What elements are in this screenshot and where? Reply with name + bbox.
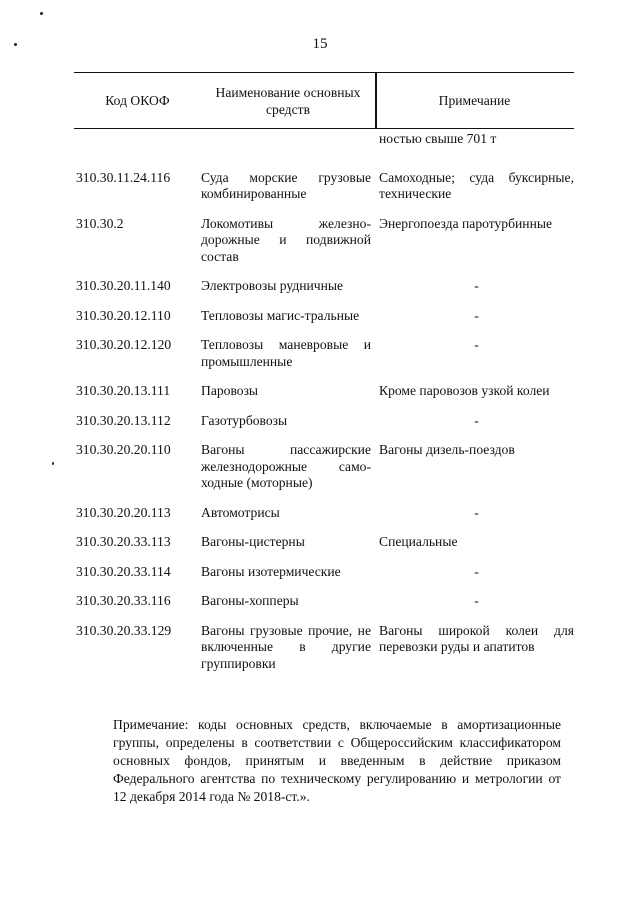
- scan-speck: [52, 462, 54, 465]
- header-note: Примечание: [375, 73, 574, 129]
- cell-code: 310.30.20.33.114: [76, 563, 171, 579]
- cell-note: Энергопоезда паротурбинные: [379, 215, 553, 231]
- cell-name: Вагоны пассажирские железнодорожные само-ходные (моторные): [201, 442, 371, 490]
- cell-code: 310.30.20.33.113: [76, 534, 171, 549]
- cell-code: 310.30.20.20.113: [76, 504, 171, 520]
- cell-name: Вагоны изотермические: [201, 563, 341, 579]
- table-row: [74, 308, 574, 338]
- cell-code: [74, 129, 201, 158]
- cell-note: -: [474, 412, 479, 428]
- table-row: [74, 623, 574, 686]
- table-header-row: [74, 73, 574, 129]
- okof-table: [74, 72, 574, 685]
- cell-name: Вагоны-хопперы: [201, 593, 299, 608]
- cell-note: -: [474, 337, 479, 352]
- cell-code: 310.30.11.24.116: [76, 169, 171, 185]
- table-row: [74, 442, 574, 505]
- cell-note: -: [474, 593, 479, 608]
- column-divider: [375, 72, 377, 128]
- cell-code: 310.30.20.33.129: [76, 622, 172, 638]
- cell-name: Электровозы рудничные: [201, 278, 344, 293]
- cell-code: 310.30.2: [76, 215, 124, 231]
- cell-note: -: [474, 307, 479, 323]
- cell-code: 310.30.20.13.112: [76, 412, 171, 428]
- table-row: [74, 413, 574, 443]
- cell-name: Вагоны-цистерны: [201, 534, 305, 549]
- table-row: [74, 158, 574, 216]
- cell-code: 310.30.20.12.110: [76, 307, 171, 323]
- footnote: [73, 716, 561, 806]
- cell-name: Тепловозы магис-тральные: [201, 307, 360, 323]
- cell-name: Тепловозы маневровые и промышленные: [201, 337, 371, 369]
- scan-speck: [14, 43, 17, 46]
- page-number: 15: [312, 36, 328, 52]
- cell-name: Автомотрисы: [201, 504, 280, 520]
- header-name: Наименование основных средств: [201, 73, 375, 129]
- cell-note: Вагоны широкой колеи для перевозки руды и апатитов: [379, 622, 574, 654]
- table-row: [74, 337, 574, 383]
- table-row: [74, 564, 574, 594]
- scan-speck: [40, 12, 43, 15]
- table-row: [74, 505, 574, 535]
- okof-table-wrapper: [74, 72, 574, 685]
- cell-note: -: [474, 563, 479, 579]
- cell-name: [201, 129, 375, 158]
- table-row: [74, 216, 574, 279]
- table-row: [74, 593, 574, 623]
- cell-name: Вагоны грузовые прочие, не включенные в другие группировки: [201, 622, 371, 671]
- cell-name: Паровозы: [201, 383, 259, 398]
- cell-note: ностью свыше 701 т: [379, 131, 497, 146]
- cell-note: Вагоны дизель-поездов: [379, 442, 515, 457]
- cell-note: -: [474, 504, 479, 520]
- cell-code: 310.30.20.11.140: [76, 278, 171, 293]
- cell-note: Специальные: [379, 534, 458, 549]
- cell-name: Газотурбовозы: [201, 412, 288, 428]
- cell-code: 310.30.20.20.110: [76, 442, 171, 457]
- cell-name: Суда морские грузовые комбинированные: [201, 169, 371, 201]
- table-row: [74, 383, 574, 413]
- table-row-continuation: [74, 129, 574, 158]
- cell-note: Самоходные; суда буксирные, технические: [379, 169, 574, 201]
- table-row: [74, 534, 574, 564]
- cell-note: Кроме паровозов узкой колеи: [379, 383, 550, 398]
- header-code: Код ОКОФ: [74, 73, 201, 129]
- cell-code: 310.30.20.33.116: [76, 593, 171, 608]
- cell-code: 310.30.20.13.111: [76, 383, 171, 398]
- cell-name: Локомотивы железно-дорожные и подвижной состав: [201, 215, 371, 264]
- footnote-text: Примечание: коды основных средств, включаемые в амортизационные группы, определены в соответствии с Общероссийским классификатором основных фондов, принятым и введенным в действие приказом Федерального агентства по техническому регулированию и метрологии от 12 декабря 2014 года № 2018-ст.».: [113, 717, 561, 804]
- table-row: [74, 278, 574, 308]
- cell-code: 310.30.20.12.120: [76, 337, 172, 352]
- cell-note: -: [474, 278, 479, 293]
